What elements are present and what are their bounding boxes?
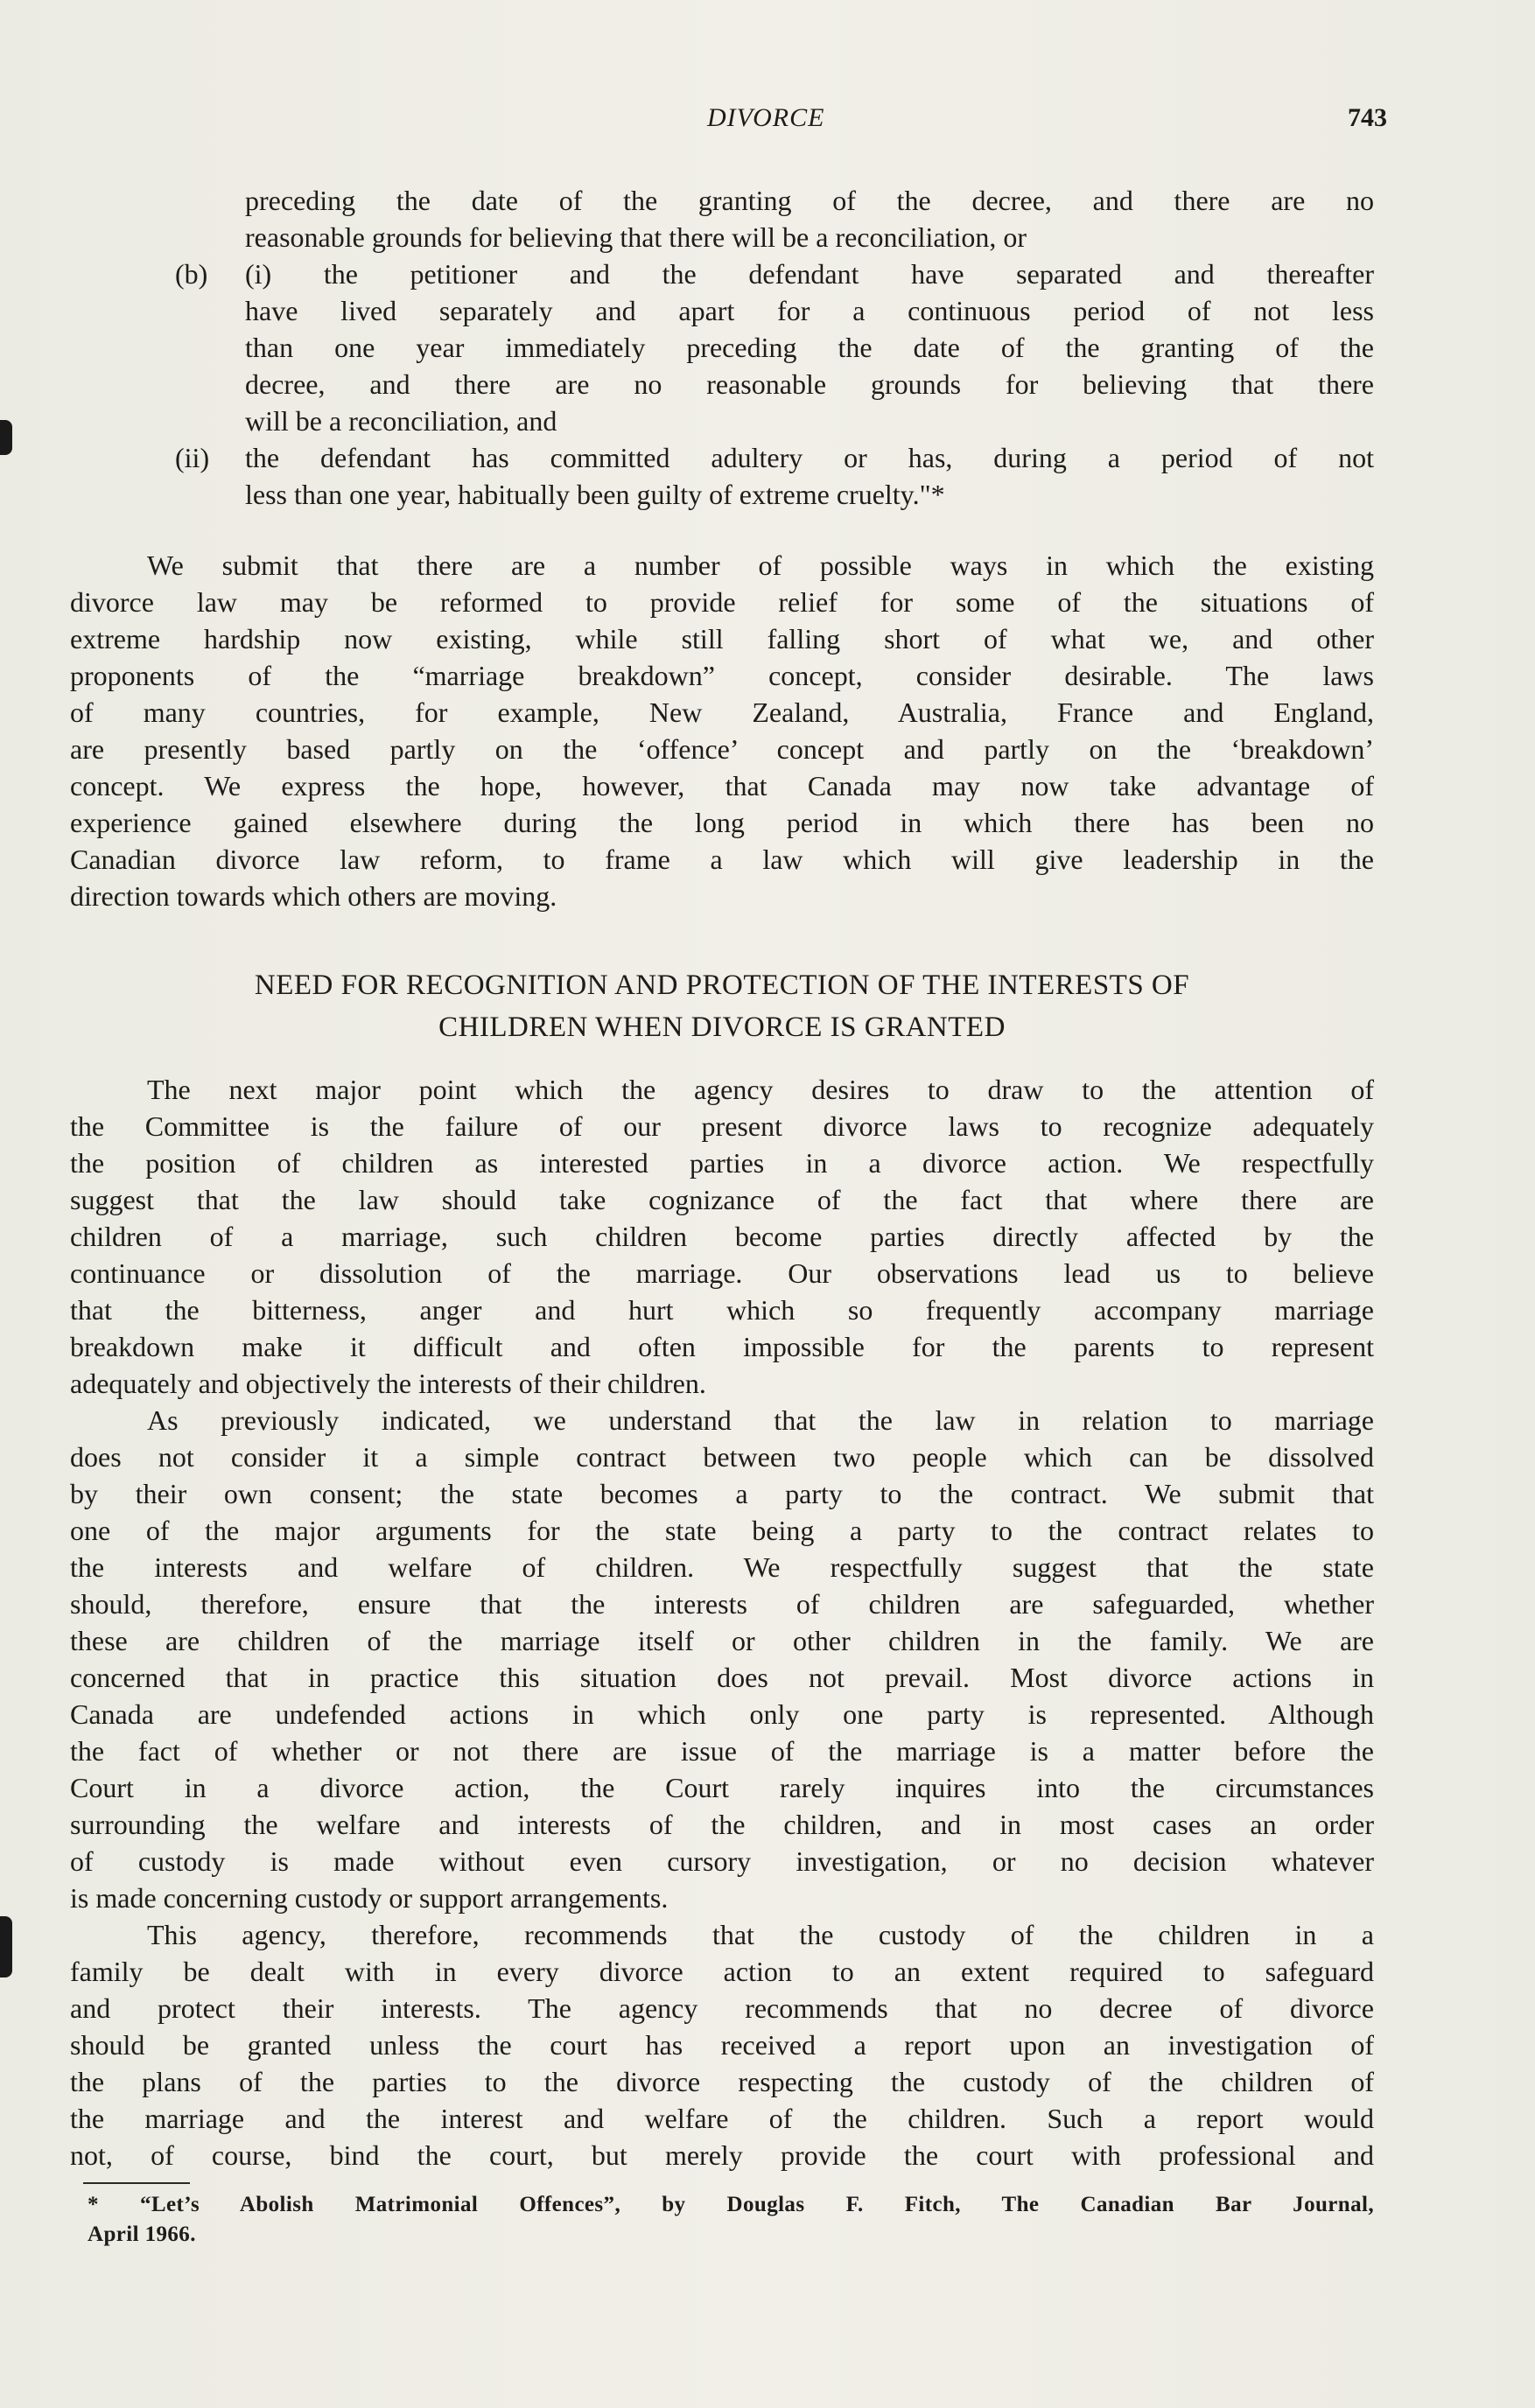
text-line: of custody is made without even cursory investigation, or no decision whatever [70,1845,1374,1877]
text-line: than one year immediately preceding the date of the granting of the [245,332,1374,363]
text-line: by their own consent; the state becomes a party to the contract. We submit that [70,1478,1374,1509]
text-line: adequately and objectively the interests of their children. [70,1368,706,1399]
footnote-line: * “Let’s Abolish Matrimonial Offences”, by Douglas F. Fitch, The Canadian Bar Journal, [88,2193,1374,2216]
text-line: is made concerning custody or support arrangements. [70,1882,669,1914]
text-line: the position of children as interested parties in a divorce action. We respectfully [70,1147,1374,1179]
text-line: less than one year, habitually been guilty of extreme cruelty."* [245,479,945,510]
text-line: divorce law may be reformed to provide relief for some of the situations of [70,586,1374,618]
text-line: of many countries, for example, New Zealand, Australia, France and England, [70,696,1374,728]
text-line: extreme hardship now existing, while still falling short of what we, and other [70,623,1374,654]
text-line: these are children of the marriage itself or other children in the family. We are [70,1625,1374,1656]
text-line: are presently based partly on the ‘offence’ concept and partly on the ‘breakdown’ [70,733,1374,765]
text-line: one of the major arguments for the state being a party to the contract relates to [70,1515,1374,1546]
text-line: the marriage and the interest and welfare of the children. Such a report would [70,2103,1374,2134]
footnote-divider [83,2182,190,2184]
paragraph-reform [70,547,1374,914]
text-line: continuance or dissolution of the marriage. Our observations lead us to believe [70,1257,1374,1289]
text-line: breakdown make it difficult and often impossible for the parents to represent [70,1331,1374,1362]
running-title: DIVORCE [707,103,825,132]
text-line: We submit that there are a number of possible ways in which the existing [147,550,1374,581]
text-line: should, therefore, ensure that the interests of children are safeguarded, whether [70,1588,1374,1620]
text-line: concept. We express the hope, however, that Canada may now take advantage of [70,770,1374,802]
clause-label: (ii) [175,442,210,473]
text-line: the plans of the parties to the divorce respecting the custody of the children of [70,2066,1374,2097]
footnote [88,2190,1374,2250]
quoted-provisions [70,182,1374,513]
text-line: reasonable grounds for believing that there will be a reconciliation, or [245,221,1027,253]
section-heading [70,964,1374,1048]
text-line: does not consider it a simple contract between two people which can be dissolved [70,1441,1374,1473]
text-line: This agency, therefore, recommends that the custody of the children in a [147,1919,1374,1950]
text-line: concerned that in practice this situation does not prevail. Most divorce actions in [70,1662,1374,1693]
text-line: Canadian divorce law reform, to frame a law which will give leadership in the [70,844,1374,875]
clause-ii [70,439,1374,513]
text-line: direction towards which others are moving. [70,880,557,912]
clause-b [70,256,1374,439]
text-line: As previously indicated, we understand that the law in relation to marriage [147,1404,1374,1436]
text-line: should be granted unless the court has received a report upon an investigation of [70,2029,1374,2061]
text-line: will be a reconciliation, and [245,405,557,437]
text-line: surrounding the welfare and interests of the children, and in most cases an order [70,1809,1374,1840]
text-line: and protect their interests. The agency recommends that no decree of divorce [70,1992,1374,2024]
text-line: preceding the date of the granting of the decree, and there are no [245,185,1374,216]
text-line: The next major point which the agency desires to draw to the attention of [147,1074,1374,1105]
text-line: the Committee is the failure of our present divorce laws to recognize adequately [70,1110,1374,1142]
text-line: family be dealt with in every divorce action to an extent required to safeguard [70,1956,1374,1987]
text-line: (i) the petitioner and the defendant have separated and thereafter [245,258,1374,290]
text-line: the fact of whether or not there are issue of the marriage is a matter before the [70,1735,1374,1767]
text-line: decree, and there are no reasonable grounds for believing that there [245,368,1374,400]
section-heading-line: CHILDREN WHEN DIVORCE IS GRANTED [438,1012,1006,1043]
binding-mark [0,420,12,455]
text-line: Canada are undefended actions in which only one party is represented. Although [70,1698,1374,1730]
text-line: children of a marriage, such children become parties directly affected by the [70,1221,1374,1252]
text-line: experience gained elsewhere during the long period in which there has been no [70,807,1374,838]
text-line: that the bitterness, anger and hurt which so frequently accompany marriage [70,1294,1374,1326]
binding-mark [0,1916,12,1978]
text-line: have lived separately and apart for a continuous period of not less [245,295,1374,326]
footnote-line: April 1966. [88,2222,196,2246]
text-line: proponents of the “marriage breakdown” concept, consider desirable. The laws [70,660,1374,691]
text-line: not, of course, bind the court, but merely provide the court with professional and [70,2139,1374,2171]
text-line: Court in a divorce action, the Court rarely inquires into the circumstances [70,1772,1374,1803]
text-line: the interests and welfare of children. We respectfully suggest that the state [70,1551,1374,1583]
clause-label: (b) [175,258,208,290]
running-header [70,103,1387,147]
page-number: 743 [1348,103,1387,132]
paragraph-children [70,1071,1374,2174]
section-heading-line: NEED FOR RECOGNITION AND PROTECTION OF THE INTERESTS OF [254,970,1190,1001]
text-line: the defendant has committed adultery or has, during a period of not [245,442,1374,473]
text-line: suggest that the law should take cognizance of the fact that where there are [70,1184,1374,1215]
